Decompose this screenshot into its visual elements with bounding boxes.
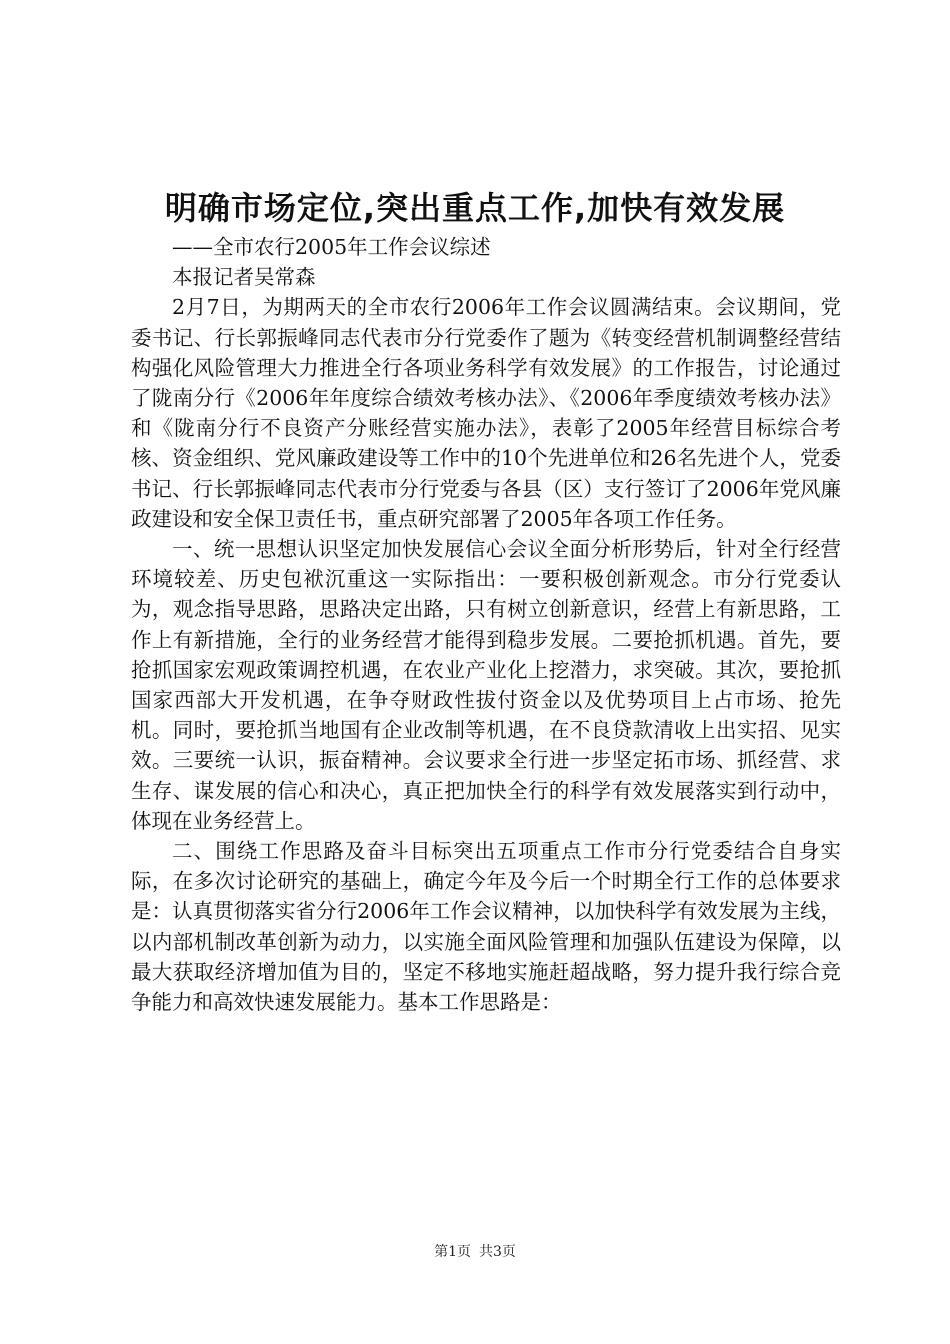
document-title: 明确市场定位,突出重点工作,加快有效发展 xyxy=(164,189,786,227)
document-body xyxy=(131,232,841,1017)
subtitle: ——全市农行2005年工作会议综述 xyxy=(172,235,491,259)
paragraph-section-two: 二、围绕工作思路及奋斗目标突出五项重点工作市分行党委结合自身实际，在多次讨论研究的基础上，确定今年及今后一个时期全行工作的总体要求是：认真贯彻落实省分行2006年工作会议精神，以加快科学有效发展为主线，以内部机制改革创新为动力，以实施全面风险管理和加强队伍建设为保障，以最大获取经济增加值为目的，坚定不移地实施赶超战略，努力提升我行综合竞争能力和高效快速发展能力。基本工作思路是： xyxy=(131,839,841,1015)
page-footer xyxy=(0,1242,950,1262)
byline: 本报记者吴常森 xyxy=(172,265,316,290)
page-total: 共3页 xyxy=(479,1244,516,1260)
paragraph-intro: 2月7日，为期两天的全市农行2006年工作会议圆满结束。会议期间，党委书记、行长郭振峰同志代表市分行党委作了题为《转变经营机制调整经营结构强化风险管理大力推进全行各项业务科学有效发展》的工作报告，讨论通过了陇南分行《2006年年度综合绩效考核办法》、《2006年季度绩效考核办法》和《陇南分行不良资产分账经营实施办法》，表彰了2005年经营目标综合考核、资金组织、党风廉政建设等工作中的10个先进单位和26名先进个人，党委书记、行长郭振峰同志代表市分行党委与各县（区）支行签订了2006年党风廉政建设和安全保卫责任书，重点研究部署了2005年各项工作任务。 xyxy=(131,295,841,531)
page-number: 第1页 xyxy=(434,1244,471,1260)
paragraph-section-one: 一、统一思想认识坚定加快发展信心会议全面分析形势后，针对全行经营环境较差、历史包袱沉重这一实际指出：一要积极创新观念。市分行党委认为，观念指导思路，思路决定出路，只有树立创新意识，经营上有新思路，工作上有新措施，全行的业务经营才能得到稳步发展。二要抢抓机遇。首先，要抢抓国家宏观政策调控机遇，在农业产业化上挖潜力，求突破。其次，要抢抓国家西部大开发机遇，在争夺财政性拔付资金以及优势项目上占市场、抢先机。同时，要抢抓当地国有企业改制等机遇，在不良贷款清收上出实招、见实效。三要统一认识，振奋精神。会议要求全行进一步坚定拓市场、抓经营、求生存、谋发展的信心和决心，真正把加快全行的科学有效发展落实到行动中，体现在业务经营上。 xyxy=(131,537,841,833)
